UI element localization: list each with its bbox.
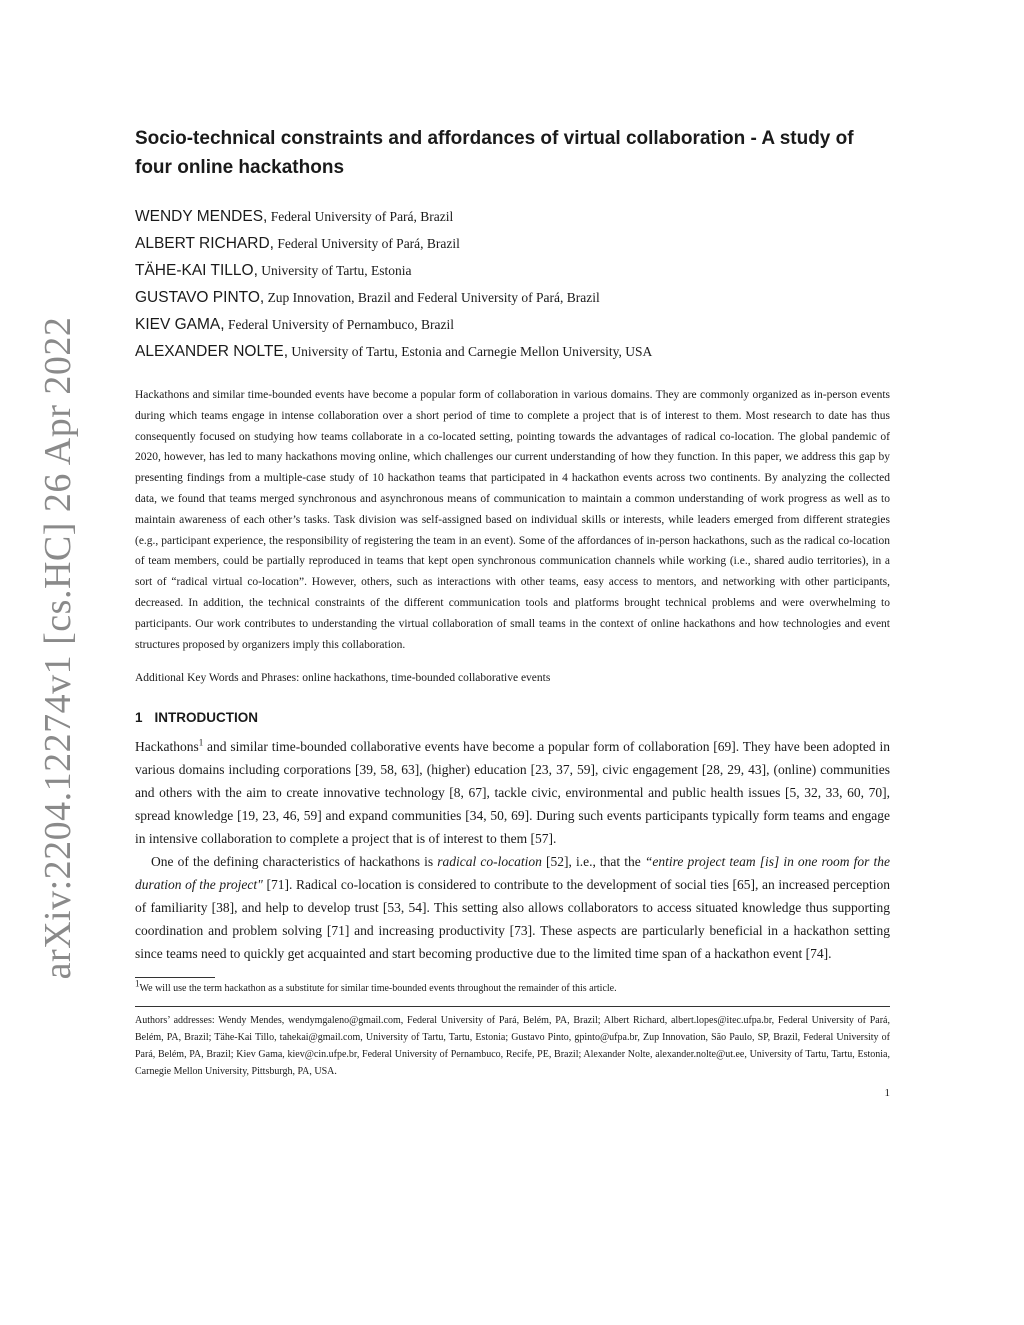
author-name: ALEXANDER NOLTE, [135,343,289,360]
footnote-marker[interactable]: 1 [198,737,204,748]
page-content [135,124,890,1099]
author-affiliation: Zup Innovation, Brazil and Federal University of Pará, Brazil [264,290,600,305]
author-name: GUSTAVO PINTO, [135,289,265,306]
addresses-divider [135,1006,890,1007]
paper-title: Socio-technical constraints and affordances of virtual collaboration - A study of four online hackathons [135,128,854,178]
author-name: TÄHE-KAI TILLO, [135,262,258,279]
author-name: ALBERT RICHARD, [135,235,274,252]
paragraph-text: One of the defining characteristics of hackathons is [151,854,438,870]
section-heading [135,710,890,725]
footnote-number: 1 [135,979,140,990]
emphasis-text: “entire project team [is] in one room for the duration of the project" [135,854,890,893]
intro-paragraph-1 [135,735,890,850]
paragraph-text: [71]. Radical co-location is considered to contribute to the development of social ties [65], an increased perception of familiarity [38], and help to develop trust [53, 54]. This setting also allows collaborators to access situated knowledge thus supporting coordination and problem solving [71] and increasing productivity [73]. These aspects are particularly beneficial in a hackathon setting since teams need to quickly get acquainted and start becoming productive due to the limited time span of a hackathon event [74]. [135,877,890,962]
footnote-text: We will use the term hackathon as a substitute for similar time-bounded events throughout the remainder of this article. [139,983,617,995]
author-affiliation: Federal University of Pernambuco, Brazil [224,317,455,332]
author-entry [135,257,890,284]
paragraph-text: and similar time-bounded collaborative events have become a popular form of collaboration [69]. They have been adopted in various domains including corporations [39, 58, 63], (higher) education [23, 37, 59], civic engagement [28, 29, 43], (online) communities and others with the aim to create innovative technology [8, 67], tackle civic, environmental and public health issues [5, 32, 33, 60, 70], spread knowledge [19, 23, 46, 59] and expand communities [34, 50, 69]. During such events participants typically form teams and engage in intensive collaboration to complete a project that is of interest to them [57]. [135,739,890,847]
abstract: Hackathons and similar time-bounded events have become a popular form of collaboration in various domains. They are commonly organized as in-person events during which teams engage in intense collaboration over a short period of time to complete a project that is of interest to them. Most research to date has thus consequently focused on studying how teams collaborate in a co-located setting, pointing towards the advantages of radical co-location. The global pandemic of 2020, however, has led to many hackathons moving online, which challenges our current understanding of how they function. In this paper, we address this gap by presenting findings from a multiple-case study of 10 hackathon teams that participated in 4 hackathon events across two continents. By analyzing the collected data, we found that teams merged synchronous and asynchronous means of communication to maintain a common understanding of work progress as well as to maintain awareness of each other’s tasks. Task division was self-assigned based on individual skills or interests, while leaders emerged from different strategies (e.g., participant experience, the responsibility of registering the team in an event). Some of the affordances of in-person hackathons, such as the radical co-location of team members, could be partially reproduced in teams that kept open synchronous communication channels while working (i.e., shared audio territories), in a sort of “radical virtual co-location”. However, others, such as interactions with other teams, easy access to mentors, and networking with other participants, decreased. In addition, the technical constraints of the different communication tools and platforms brought technical problems and were overwhelming to participants. Our work contributes to understanding the virtual collaboration of small teams in the context of online hackathons and how technologies and event structures proposed by organizers imply this collaboration. [135,389,890,651]
page-number: 1 [884,1087,890,1100]
footnote-divider [135,977,215,978]
intro-paragraph-2 [135,850,890,965]
author-affiliation: University of Tartu, Estonia and Carnegie Mellon University, USA [288,344,653,359]
author-addresses: Authors’ addresses: Wendy Mendes, wendymgaleno@gmail.com, Federal University of Pará, Belém, PA, Brazil; Albert Richard, albert.lopes@itec.ufpa.br, Federal University of Pará, Belém, PA, Brazil; Tähe-Kai Tillo, tahekai@gmail.com, University of Tartu, Tartu, Estonia; Gustavo Pinto, gpinto@ufpa.br, Zup Innovation, São Paulo, SP, Brazil, Federal University of Pará, Belém, PA, Brazil; Kiev Gama, kiev@cin.ufpe.br, Federal University of Pernambuco, Recife, PE, Brazil; Alexander Nolte, alexander.nolte@ut.ee, University of Tartu, Tartu, Estonia, Carnegie Mellon University, Pittsburgh, PA, USA. [135,1015,890,1078]
author-affiliation: Federal University of Pará, Brazil [267,209,454,224]
footnote [135,979,890,996]
author-entry [135,338,890,365]
author-name: KIEV GAMA, [135,316,225,333]
author-entry [135,311,890,338]
paragraph-text: [52], i.e., that the [541,854,645,870]
arxiv-identifier-stamp: arXiv:2204.12274v1 [cs.HC] 26 Apr 2022 [37,316,79,980]
author-entry [135,230,890,257]
author-entry [135,203,890,230]
author-name: WENDY MENDES, [135,208,268,225]
section-number: 1 [135,710,143,726]
paragraph-text: Hackathons [135,739,199,755]
author-affiliation: Federal University of Pará, Brazil [273,236,460,251]
keywords: Additional Key Words and Phrases: online hackathons, time-bounded collaborative events [135,672,551,685]
author-entry [135,284,890,311]
author-affiliation: University of Tartu, Estonia [257,263,412,278]
author-list [135,203,890,365]
section-title: INTRODUCTION [154,710,259,726]
emphasis-text: radical co-location [437,854,542,870]
